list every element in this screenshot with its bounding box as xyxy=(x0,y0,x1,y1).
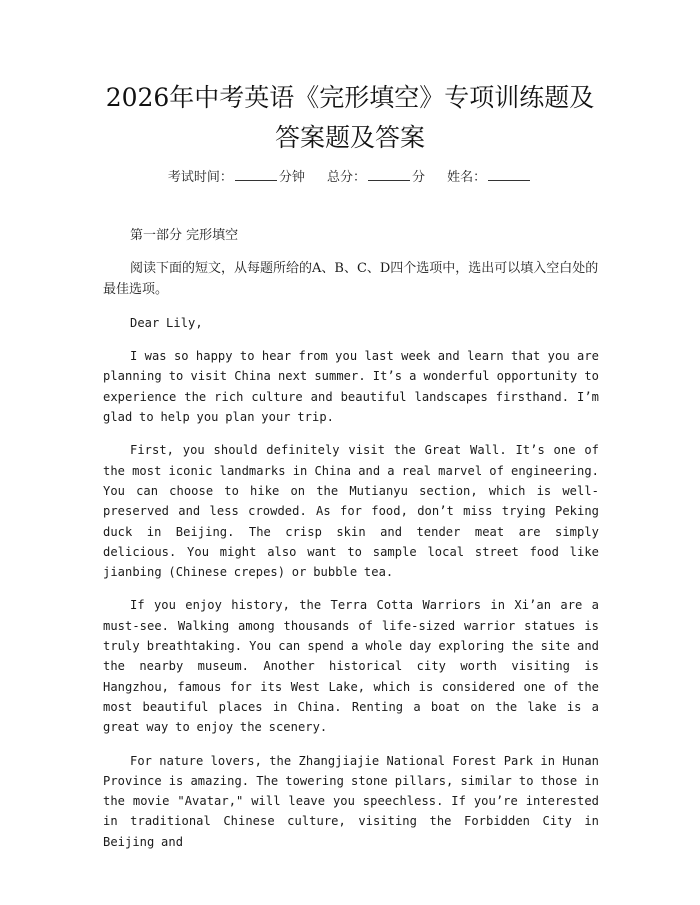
exam-time-label: 考试时间： xyxy=(167,170,233,185)
exam-time-field xyxy=(168,170,309,185)
title-line-1: 2026年中考英语《完形填空》专项训练题及 xyxy=(105,83,595,112)
exam-info-line xyxy=(0,166,700,188)
document-title xyxy=(60,78,640,158)
total-score-unit: 分 xyxy=(412,170,426,185)
student-name-blank xyxy=(488,166,530,181)
total-score-label: 总分： xyxy=(326,170,366,185)
letter-paragraph-4: For nature lovers, the Zhangjiajie National Forest Park in Hunan Province is amazing. The towering stone pillars, similar to those in the movie "Avatar," will leave you speechless. If you’re interested in traditional Chinese culture, visiting the Forbidden City in Beijing and xyxy=(103,753,599,849)
letter xyxy=(103,313,599,852)
student-name-field xyxy=(447,170,532,185)
letter-paragraph-1: I was so happy to hear from you last week and learn that you are planning to visit China next summer. It’s a wonderful opportunity to experience the rich culture and beautiful landscapes firsthand. I’m glad to help you plan your trip. xyxy=(103,349,599,425)
letter-salutation: Dear Lily, xyxy=(130,315,203,330)
student-name-label: 姓名： xyxy=(447,170,487,185)
total-score-field xyxy=(327,170,429,185)
exam-time-unit: 分钟 xyxy=(278,170,305,185)
letter-paragraph-3: If you enjoy history, the Terra Cotta Warriors in Xi’an are a must-see. Walking among thousands of life-sized warrior statues is truly breathtaking. You can spend a whole day exploring the site and the nearby museum. Another historical city worth visiting is Hangzhou, famous for its West Lake, which is considered one of the most beautiful places in China. Renting a boat on the lake is a great way to enjoy the scenery. xyxy=(103,598,599,735)
title-line-2: 答案题及答案 xyxy=(274,123,425,152)
section-heading: 第一部分 完形填空 xyxy=(130,228,239,243)
total-score-blank xyxy=(368,166,410,181)
document-body xyxy=(103,226,599,865)
letter-paragraph-2: First, you should definitely visit the Great Wall. It’s one of the most iconic landmarks in China and a real marvel of engineering. You can choose to hike on the Mutianyu section, which is well-preserved and less crowded. As for food, don’t miss trying Peking duck in Beijing. The crisp skin and tender meat are simply delicious. You might also want to sample local street food like jianbing (Chinese crepes) or bubble tea. xyxy=(103,443,599,580)
instructions: 阅读下面的短文，从每题所给的A、B、C、D四个选项中，选出可以填入空白处的最佳选项。 xyxy=(103,261,599,297)
exam-time-blank xyxy=(235,166,277,181)
